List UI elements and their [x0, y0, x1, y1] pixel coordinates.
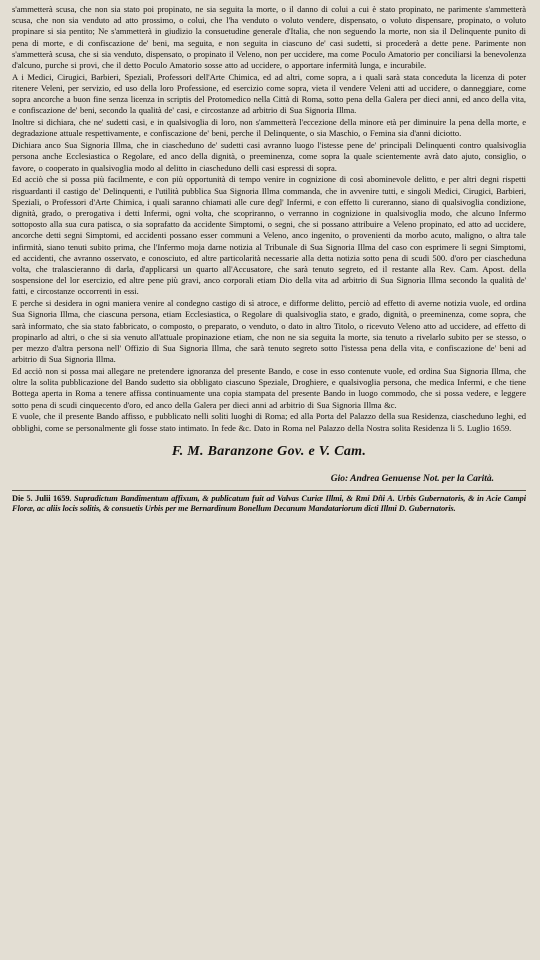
paragraph-denunciation: E perche si desidera in ogni maniera venire al condegno castigo di sì atroce, e difforme delitto, perciò ad effetto di averne notizia vuole, ed ordina Sua Signoria Illma, che ciascuna persona, etiam Ecclesiastica, o Regolare di qualsivoglia stato, e grado, dignità, o preeminenza, come sopra, che sarà informato, che sia stato fabbricato, o composto, o preparato, o venduto, o dato in altro Titolo, o ricevuto Veleno atto ad uccidere, ad effetto di propinarlo ad altri, o che si sia venuto all'attuale propinazione etiam, che non ne sia seguita la morte, sia tenuto a rivelarlo subito per se stesso, o per mezzo d'altra persona nell' Offizio di Sua Signoria Illma, che sarà tenuto segreto sotto l'istessa pena della vita, e confiscazione de' beni ad arbitrio di Sua Signoria Illma. [12, 298, 526, 365]
publication-date: Die 5. Julii 1659. [12, 493, 72, 503]
paragraph-physicians-license: A i Medici, Cirugici, Barbieri, Speziali, Professori dell'Arte Chimica, ed ad altri, come sopra, a i quali sarà stata conceduta la licenza di poter ritenere Veleni, per servizio, ed uso della loro Professione, ed esercizio come sopra, vieta il vendere Veleni atti ad uccidere, o danneggiare, come sopra ancorche a buon fine senza licenza in scriptis del Protomedico nella Città di Roma, sotto pena della Galera per dieci anni, ed anco della vita, e confiscazione de' beni, secondo la qualità de' casi, e circostanze ad arbitrio di Sua Signoria Illma. [12, 71, 526, 116]
paragraph-closing: E vuole, che il presente Bando affisso, e pubblicato nelli soliti luoghi di Roma; ed alla Porta del Palazzo della sua Residenza, ciascheduno leghi, ed obblighi, come se personalmente gli fosse stato intimato. In fede &c. Dato in Roma nel Palazzo della Nostra solita Residenza li 5. Luglio 1659. [12, 411, 526, 433]
publication-note [12, 494, 526, 514]
paragraph-minor-age: Inoltre si dichiara, che ne' sudetti casi, e in qualsivoglia di loro, non s'ammetterà l'eccezione della minore età per diminuire la pena della morte, e degradazione attuale respettivamente, e confiscazione de' beni, perche il Delinquente, o sia Maschio, o Femina sia d'anni diciotto. [12, 117, 526, 139]
divider [12, 490, 526, 491]
notary-line: Gio: Andrea Genuense Not. per la Carità. [330, 473, 494, 484]
governor-signature: F. M. Baranzone Gov. e V. Cam. [171, 443, 367, 459]
paragraph-accomplices: Dichiara anco Sua Signoria Illma, che in ciascheduno de' sudetti casi avranno luogo l'istesse pene de' principali Delinquenti contro qualsivoglia persona anche Ecclesiastica o Regolare, ed anco della dignità, o preeminenza, come sopra la quale scientemente avrà dato ajuto, consiglio, o favore, o cooperato in qualsivoglia modo al delitto in ciascheduno delli casi espressi di sopra. [12, 140, 526, 173]
edict-body [12, 4, 526, 434]
paragraph-poison-excuses: s'ammetterà scusa, che non sia stato poi propinato, ne sia seguita la morte, o il danno di colui a cui è stato propinato, ne parimente s'ammetterà scusa, che non sia venduto ad atto prossimo, o colui, che l'ha venduto o voluto vendere, dispensato, o voluto dispensare, propinato, o voluto propinare si sia pentito; Ne s'ammetterà in giudizio la consuetudine generale d'Italia, che non seguendo la morte, non sia il Delinquente punito di pena di morte, e di confiscazione de' beni, ma seguita, e non seguita in ciascuno de' casi sudetti, si procederà a dette pene. Parimente non s'ammetterà scusa, che si sia venduto, dispensato, o propinato il Veleno, non per uccidere, ma come Poculo Amatorio per conciliarsi la benevolenza d'alcuno, purche si provi, che il detto Poculo Amatorio sosse atto ad uccidere, o apportare infermità lunga, e incurabile. [12, 4, 526, 71]
paragraph-publication: Ed acciò non si possa mai allegare ne pretendere ignoranza del presente Bando, e cose in esso contenute vuole, ed ordina Sua Signoria Illma, che oltre la solita pubblicazione del Bando sudetto sia obbligato ciascuno Speziale, Droghiere, e qualsivoglia persona, che medica Infermi, e che tiene Bottega aperta in Roma a tenere affissa continuamente una copia stampata del presente Bando in luogo commodo, che si possa vedere, e leggere sotto pena di scudi cinquecento d'oro, ed anco della Galera per dieci anni ad arbitrio di Sua Signoria Illma &c. [12, 366, 526, 410]
paragraph-reporting-duty: Ed acciò che si possa più facilmente, e con più opportunità di tempo venire in cognizione di così abominevole delitto, e per altri degni rispetti risguardanti il castigo de' Delinquenti, e l'utilità pubblica Sua Signoria Illma commanda, che in avvenire tutti, e singoli Medici, Cirugici, Barbieri, Speziali, o Professori d'Arte Chimica, i quali saranno chiamati alle cure degl' Infermi, e con effetto li cureranno, siano di qualsivoglia condizione, dignità, grado, o prerogativa i detti Infermi, ogni volta, che scopriranno, o verranno in cognizione in qualsivoglia modo, che alcuno Infermo sottoposto alla sua cura patisca, o sia soprafatto da accidente Simptomi, o segni, che si possano attribuire a Veleno propinato, ed atto ad uccidere, ancorche detti segni Simptomi, ed accidenti possano esser communi a Veleno, anco ingenito, o provenienti da morbo acuto, maligno, o altra tale infirmità, siano tenuti subito prima, che l'Infermo moja darne notizia al Tribunale di Sua Signoria Illma del caso con esprimere li segni Simptomi, ed accidenti, che avranno osservato, e conosciuto, ed altre particolarità necessarie alla detta notizia sotto pena di scudi 500. d'oro per ciascheduna volta, che tralascieranno di darla, d'applicarsi un quarto all'Accusatore, che sarà tenuto segreto, ed il restante alla Rev. Cam. Apost. della sospensione del lor esercizio, ed altre pene più gravi, anco corporali etiam Dio della vita ad arbitrio di Sua Signoria Illma secondo la qualità de' fatti, e circostanze occorrenti in essi. [12, 174, 526, 297]
publication-text: Supradictum Bandimentum affixum, & publicatum fuit ad Valvas Curiæ Illmi, & Rmi Dñi A. Urbis Gubernatoris, & in Acie Campi Floræ, ac aliis locis solitis, & consuetis Urbis per me Bernardinum Bonellum Decanum Mandatariorum dicti Illmi D. Gubernatoris. [12, 493, 526, 514]
